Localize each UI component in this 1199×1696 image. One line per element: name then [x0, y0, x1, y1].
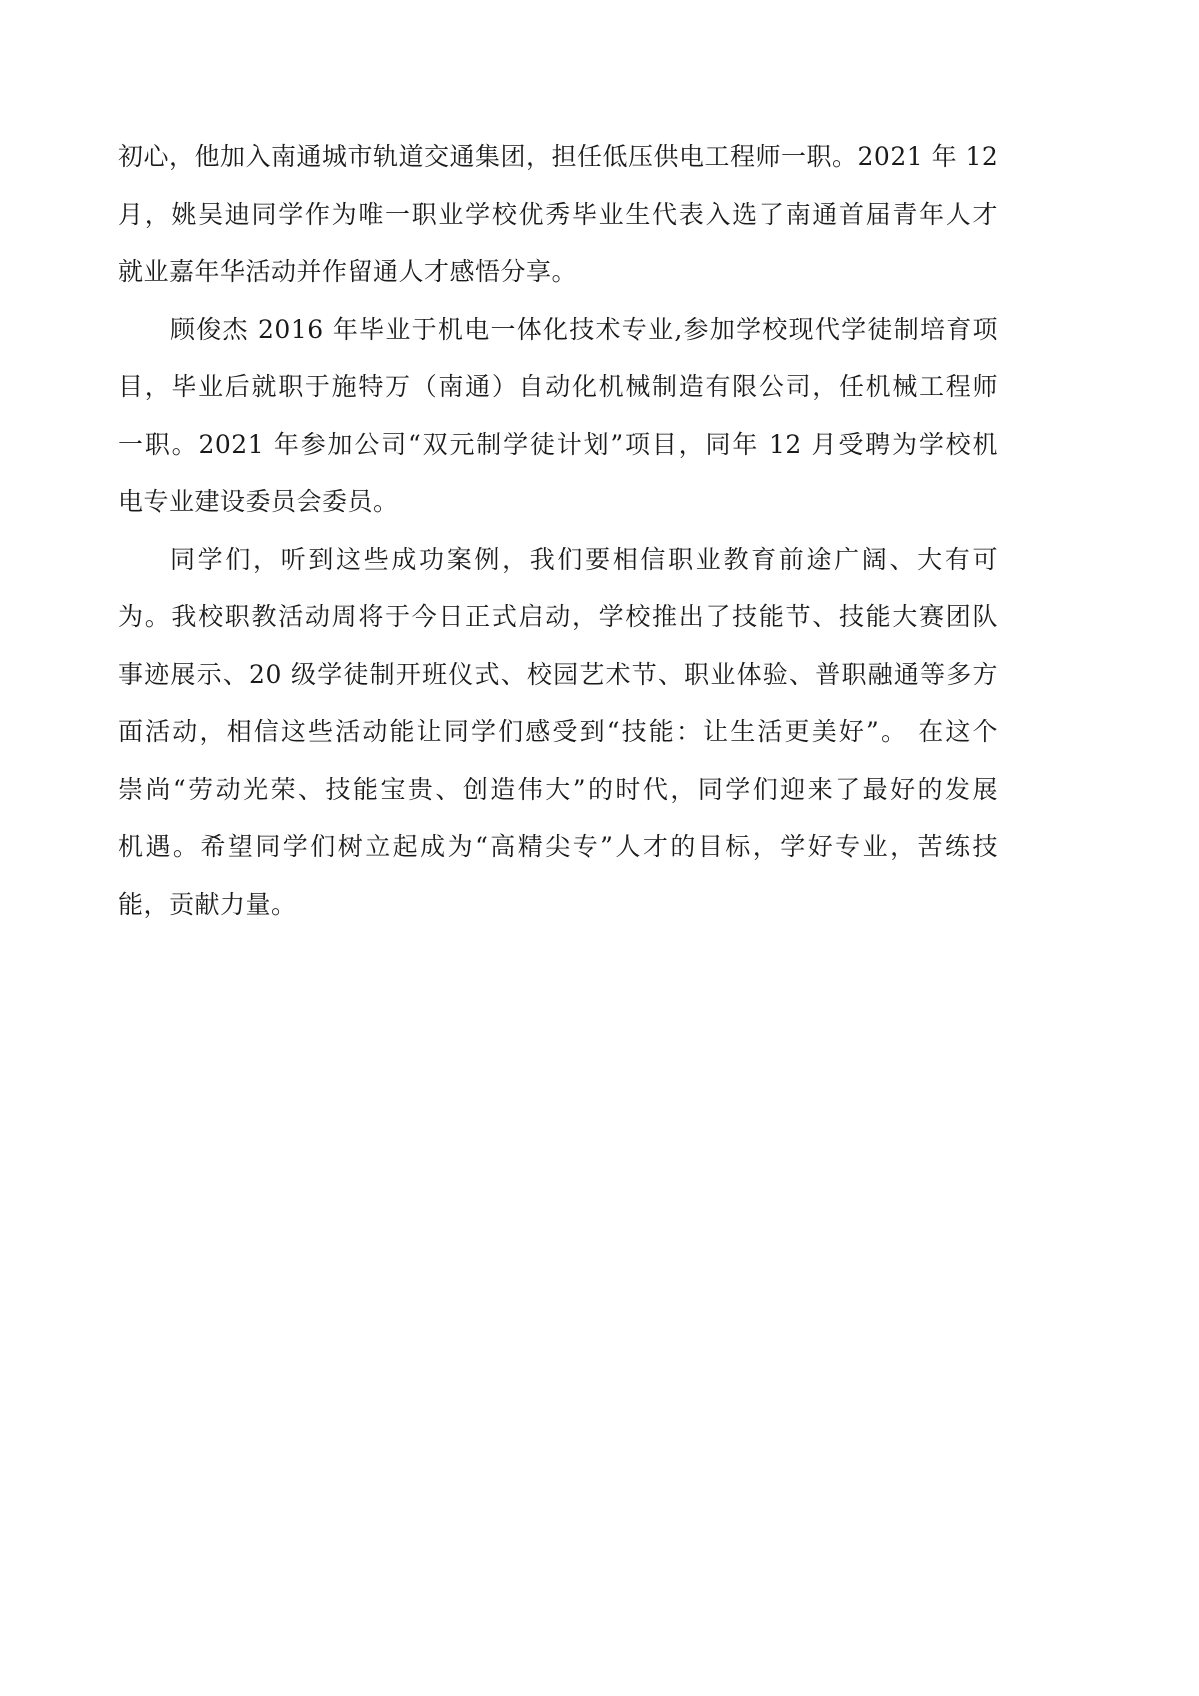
text-line: 为。我校职教活动周将于今日正式启动，学校推出了技能节、技能大赛团队 — [118, 602, 998, 631]
text-line: 机遇。希望同学们树立起成为“高精尖专”人才的目标，学好专业，苦练技 — [118, 832, 998, 861]
text-line: 就业嘉年华活动并作留通人才感悟分享。 — [118, 257, 578, 286]
paragraph-3 — [118, 531, 998, 934]
paragraph-1 — [118, 128, 998, 301]
text-line: 月，姚吴迪同学作为唯一职业学校优秀毕业生代表入选了南通首届青年人才 — [118, 199, 998, 229]
document-body — [118, 128, 998, 933]
paragraph-2 — [118, 301, 998, 531]
text-line: 同学们，听到这些成功案例，我们要相信职业教育前途广阔、大有可 — [170, 544, 998, 574]
text-line: 一职。2021 年参加公司“双元制学徒计划”项目，同年 12 月受聘为学校机 — [118, 429, 998, 459]
text-line: 面活动，相信这些活动能让同学们感受到“技能：让生活更美好”。 在这个 — [118, 717, 998, 746]
text-line: 能，贡献力量。 — [118, 889, 297, 919]
text-line: 目，毕业后就职于施特万（南通）自动化机械制造有限公司，任机械工程师 — [118, 372, 998, 401]
text-line: 崇尚“劳动光荣、技能宝贵、创造伟大”的时代，同学们迎来了最好的发展 — [118, 774, 998, 804]
text-line: 电专业建设委员会委员。 — [118, 487, 399, 516]
text-line: 事迹展示、20 级学徒制开班仪式、校园艺术节、职业体验、普职融通等多方 — [118, 659, 998, 689]
text-line: 顾俊杰 2016 年毕业于机电一体化技术专业,参加学校现代学徒制培育项 — [170, 314, 998, 344]
text-line: 初心，他加入南通城市轨道交通集团，担任低压供电工程师一职。2021 年 12 — [118, 142, 999, 171]
